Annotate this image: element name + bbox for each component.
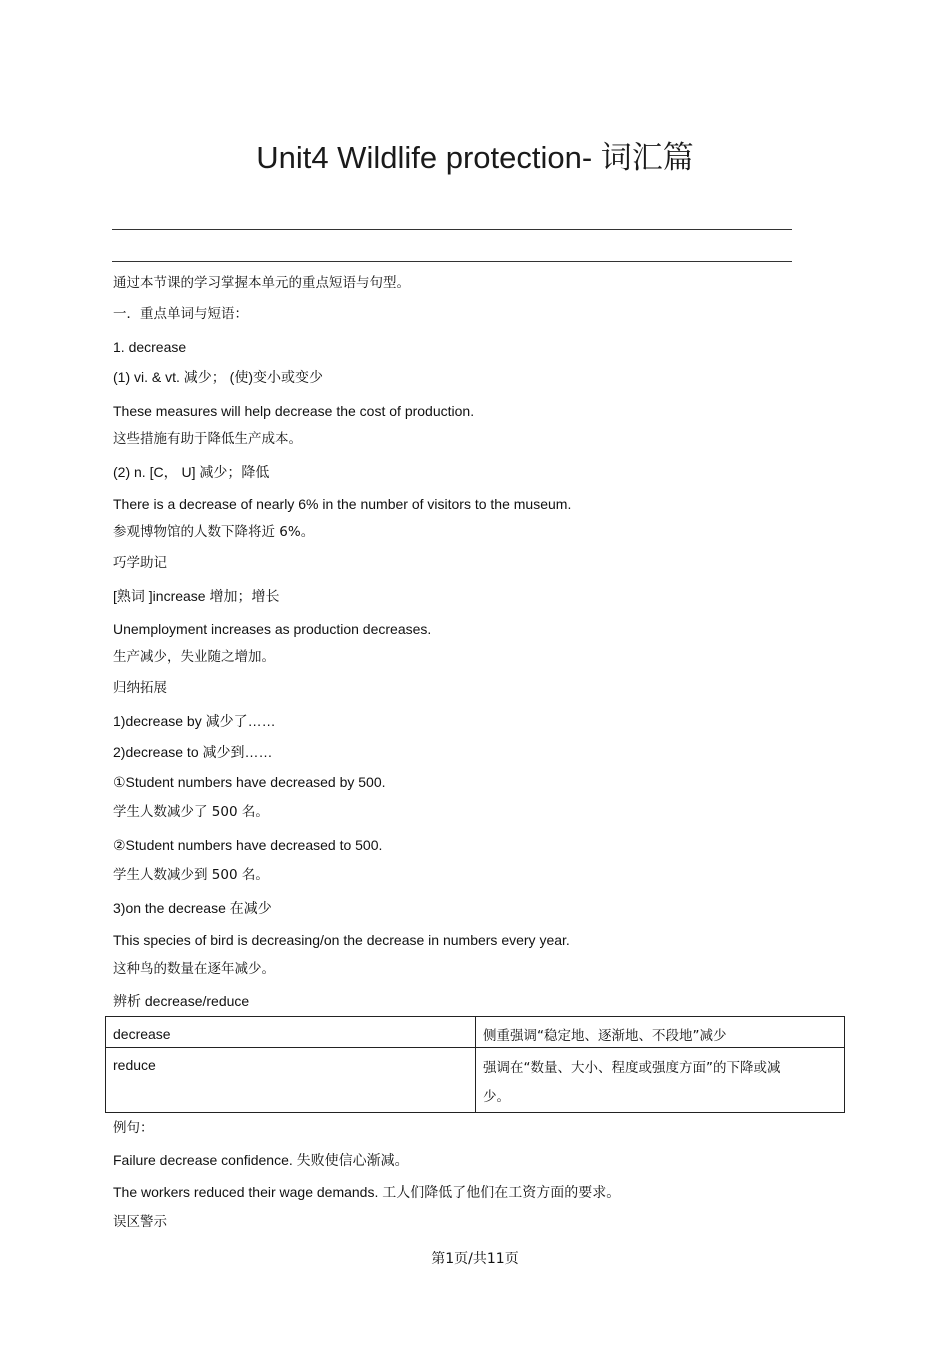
example-cn: 学生人数减少了 500 名。	[113, 804, 269, 820]
page-title: Unit4 Wildlife protection- 词汇篇	[256, 140, 694, 175]
phrase: 3)on the decrease 在减少	[113, 900, 272, 916]
divider	[112, 261, 792, 262]
subheading: 辨析 decrease/reduce	[113, 993, 250, 1009]
page-footer: 第1页/共11页	[431, 1251, 519, 1267]
example-en: ①Student numbers have decreased by 500.	[113, 774, 386, 790]
intro-text: 通过本节课的学习掌握本单元的重点短语与句型。	[113, 275, 410, 291]
table-cell: 侧重强调“稳定地、逐渐地、不段地”减少	[476, 1017, 845, 1048]
example-cn: 生产减少，失业随之增加。	[113, 649, 275, 665]
subheading: 例句：	[113, 1120, 154, 1136]
example-en: There is a decrease of nearly 6% in the number of visitors to the museum.	[113, 496, 572, 512]
example-en: ②Student numbers have decreased to 500.	[113, 837, 383, 853]
example-cn: 参观博物馆的人数下降将近 6%。	[113, 524, 315, 540]
table-cell: reduce	[106, 1048, 476, 1113]
example-cn: 这种鸟的数量在逐年减少。	[113, 961, 275, 977]
example-cn: 这些措施有助于降低生产成本。	[113, 431, 302, 447]
definition: (2) n. [C， U] 减少；降低	[113, 464, 270, 480]
phrase: 1)decrease by 减少了……	[113, 713, 276, 729]
subheading: 误区警示	[113, 1214, 167, 1230]
definition: (1) vi. & vt. 减少； (使)变小或变少	[113, 369, 323, 385]
example-cn: 学生人数减少到 500 名。	[113, 867, 269, 883]
example-en: Unemployment increases as production decreases.	[113, 621, 432, 637]
phrase: 2)decrease to 减少到……	[113, 744, 273, 760]
example: Failure decrease confidence. 失败使信心渐减。	[113, 1152, 409, 1168]
subheading: 巧学助记	[113, 555, 167, 571]
comparison-table	[105, 1016, 845, 1113]
example-en: This species of bird is decreasing/on the decrease in numbers every year.	[113, 932, 570, 948]
example: The workers reduced their wage demands. 工人们降低了他们在工资方面的要求。	[113, 1184, 621, 1200]
table-row	[106, 1017, 845, 1048]
table-row	[106, 1048, 845, 1113]
related-word: [熟词 ]increase 增加；增长	[113, 588, 280, 604]
word-heading: 1. decrease	[113, 339, 187, 355]
subheading: 归纳拓展	[113, 680, 167, 696]
table-cell: 强调在“数量、大小、程度或强度方面”的下降或减少。	[476, 1048, 845, 1113]
divider	[112, 229, 792, 230]
example-en: These measures will help decrease the cost of production.	[113, 403, 475, 419]
table-cell: decrease	[106, 1017, 476, 1048]
section-heading: 一．重点单词与短语：	[113, 306, 248, 322]
